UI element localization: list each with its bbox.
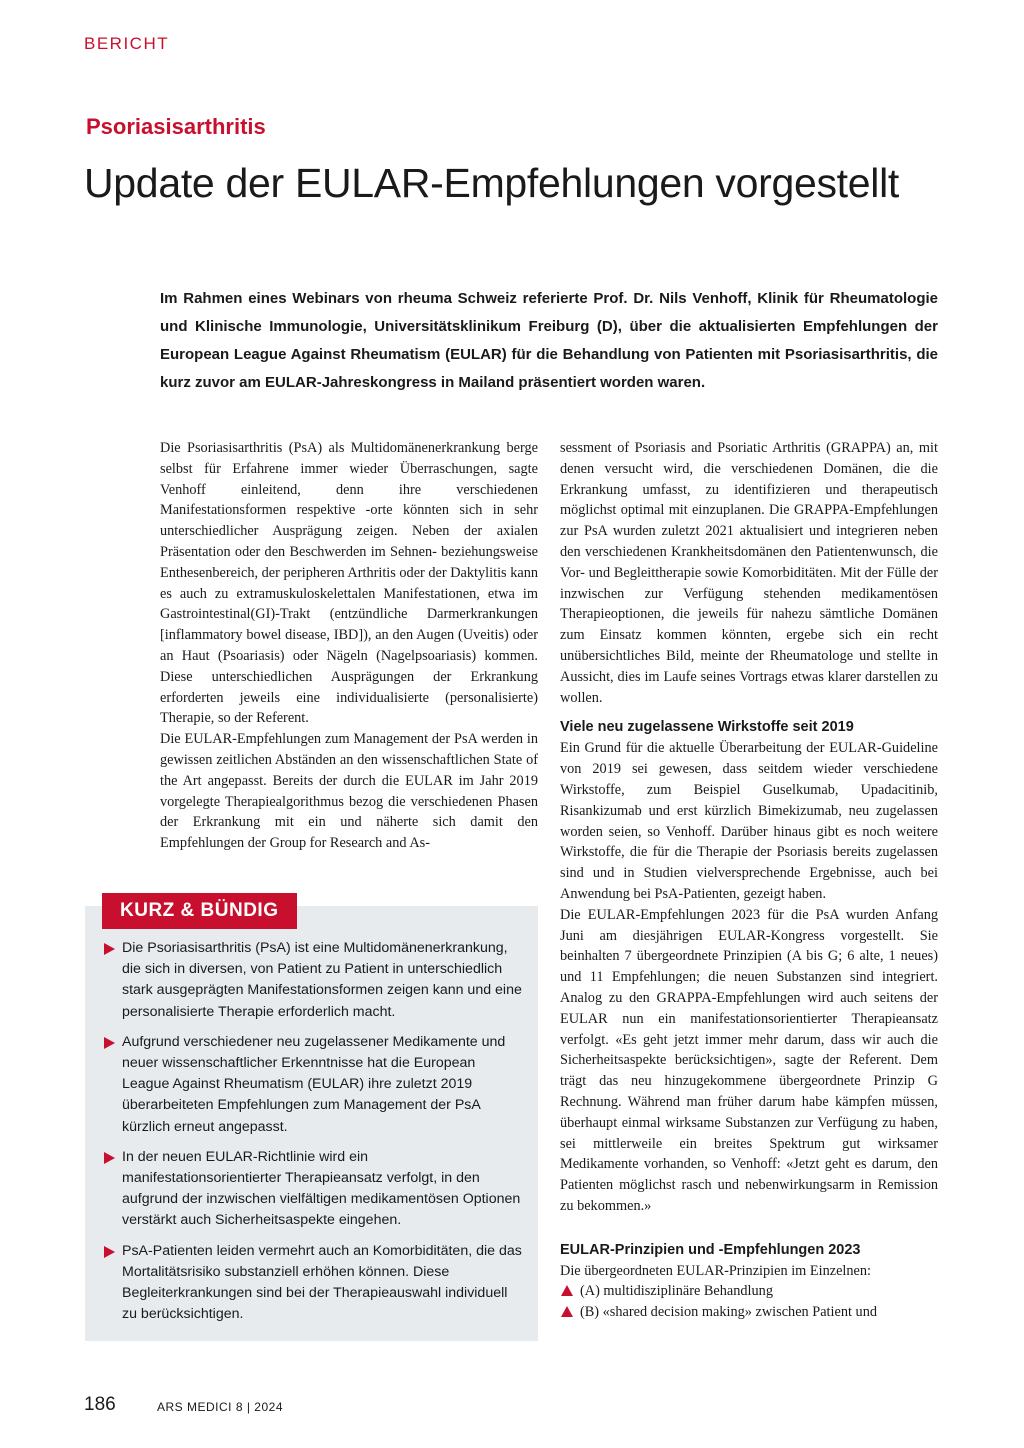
body-paragraph: Die Psoriasisarthritis (PsA) als Multidomänenerkrankung berge selbst für Erfahrene immer wieder Überraschungen, sagte Venhoff einleitend, denn ihre verschiedenen Manifestationsformen respektive -orte könnten sich in sehr unterschiedlicher Ausprägung zeigen. Neben der axialen Präsentation oder den Beschwerden im Sehnen- beziehungsweise Enthesenbereich, der peripheren Arthritis oder der Daktylitis kann es auch zu extramuskuloskelettalen Manifestationen, etwa im Gastrointestinal(GI)-Trakt (entzündliche Darmerkrankungen [inflammatory bowel disease, IBD]), an den Augen (Uveitis) oder an Haut (Psoariasis) oder Nägeln (Nagelpsoariasis) kommen. Diese unterschiedlichen Ausprägungen der Erkrankung erforderten jeweils eine individualisierte (personalisierte) Therapie, so der Referent. xyxy=(160,440,538,727)
arrow-bullet-icon xyxy=(104,1037,115,1049)
article-lead: Im Rahmen eines Webinars von rheuma Schweiz referierte Prof. Dr. Nils Venhoff, Klinik für Rheumatologie und Klinische Immunologie, Universitätsklinikum Freiburg (D), über die aktualisierten Empfehlungen der European League Against Rheumatism (EULAR) für die Behandlung von Patienten mit Psoriasisarthritis, die kurz zuvor am EULAR-Jahreskongress in Mailand präsentiert worden waren. xyxy=(160,290,938,391)
article-title: Update der EULAR-Empfehlungen vorgestellt xyxy=(84,160,899,206)
body-paragraph: Die EULAR-Empfehlungen 2023 für die PsA wurden Anfang Juni am diesjährigen EULAR-Kongress vorgestellt. Sie beinhalten 7 übergeordnete Prinzipien (A bis G; 6 alte, 1 neues) und 11 Empfehlungen; die neuen Substanzen sind integriert. Analog zu den GRAPPA-Empfehlungen wird auch seitens der EULAR nun ein manifestationsorientierter Therapieansatz verfolgt. «Es geht jetzt immer mehr darum, dass wir auch die Sicherheitsaspekte berücksichtigen», sagte der Referent. Dem trägt das neu hinzugekommene übergeordnete Prinzip G Rechnung. Während man früher darum habe kämpfen müssen, überhaupt einmal wirksame Substanzen zur Verfügung zu haben, sei mittlerweile ein breites Spektrum gut wirksamer Medikamente vorhanden, so Venhoff: «Jetzt geht es darum, den Patienten möglichst rasch und nebenwirkungsarm in Remission zu bekommen.» xyxy=(560,906,938,1214)
summary-item-text: In der neuen EULAR-Richtlinie wird ein manifestationsorientierter Therapieansatz verfolgt, in den aufgrund der inzwischen vielfältigen medikamentösen Optionen verstärkt auch Sicherheitsaspekte eingehen. xyxy=(122,1148,521,1229)
body-paragraph: Die übergeordneten EULAR-Prinzipien im Einzelnen: xyxy=(560,1262,871,1279)
article-kicker: Psoriasisarthritis xyxy=(86,114,266,139)
right-column xyxy=(560,438,938,1323)
list-item xyxy=(560,1302,938,1323)
body-paragraph: Ein Grund für die aktuelle Überarbeitung der EULAR-Guideline von 2019 sei gewesen, dass seitdem wieder verschiedene Wirkstoffe, zum Beispiel Guselkumab, Upadacitinib, Risankizumab und erst kürzlich Bimekizumab, neu zugelassen worden seien, so Venhoff. Darüber hinaus gibt es noch weitere Wirkstoffe, die für die Therapie der Psoriasis bereits zugelassen sind und in Studien vielversprechende Ergebnisse, auch bei Anwendung bei PsA-Patienten, gezeigt haben. xyxy=(560,740,938,902)
arrow-bullet-icon xyxy=(104,1152,115,1164)
list-item xyxy=(560,1281,938,1302)
subheading: EULAR-Prinzipien und -Empfehlungen 2023 xyxy=(560,1241,861,1258)
left-column xyxy=(160,438,538,854)
subheading: Viele neu zugelassene Wirkstoffe seit 2019 xyxy=(560,719,854,736)
summary-item xyxy=(104,1241,522,1326)
page-number: 186 xyxy=(84,1394,116,1415)
summary-item xyxy=(104,938,522,1023)
summary-item xyxy=(104,1147,522,1232)
body-paragraph: Die EULAR-Empfehlungen zum Management der PsA werden in gewissen zeitlichen Abständen an den wissenschaftlichen State of the Art angepasst. Bereits der durch die EULAR im Jahr 2019 vorgelegte Therapiealgorithmus bezog die verschiedenen Phasen der Erkrankung mit ein und näherte sich damit den Empfehlungen der Group for Research and As- xyxy=(160,731,538,852)
list-item-text: (A) multidisziplinäre Behandlung xyxy=(580,1283,773,1300)
summary-item-text: PsA-Patienten leiden vermehrt auch an Komorbiditäten, die das Mortalitätsrisiko substanziell erhöhen können. Diese Begleiterkrankungen sind bei der Therapieauswahl individuell zu berücksichtigen. xyxy=(122,1242,522,1323)
summary-list xyxy=(104,938,522,1334)
arrow-bullet-icon xyxy=(104,943,115,955)
summary-item xyxy=(104,1032,522,1138)
summary-item-text: Die Psoriasisarthritis (PsA) ist eine Multidomänenerkrankung, die sich in diversen, von Patient zu Patient in unterschiedlich stark ausgeprägten Manifestationsformen zeigen kann und eine personalisierte Therapie erforderlich macht. xyxy=(122,940,522,1020)
body-paragraph: sessment of Psoriasis and Psoriatic Arthritis (GRAPPA) an, mit denen versucht wird, die verschiedenen Domänen, die die Erkrankung umfasst, zu identifizieren und therapeutisch möglichst optimal mit einzuplanen. Die GRAPPA-Empfehlungen zur PsA wurden zuletzt 2021 aktualisiert und integrieren neben den verschiedenen Krankheitsdomänen den Patientenwunsch, die Vor- und Begleittherapie sowie Komorbiditäten. Mit der Fülle der inzwischen zur Verfügung stehenden medikamentösen Therapieoptionen, die jeweils für nahezu sämtliche Domänen zum Einsatz kommen könnten, ergebe sich ein recht unübersichtliches Bild, meinte der Rheumatologe und stellte in Aussicht, dies im Laufe seines Vortrags etwas klarer darstellen zu wollen. xyxy=(560,440,938,706)
arrow-bullet-icon xyxy=(104,1246,115,1258)
triangle-bullet-icon xyxy=(561,1306,573,1317)
principles-list xyxy=(560,1281,938,1323)
list-item-text: (B) «shared decision making» zwischen Patient und xyxy=(580,1304,877,1321)
summary-item-text: Aufgrund verschiedener neu zugelassener Medikamente und neuer wissenschaftlicher Erkenntnisse hat die European League Against Rheumatism (EULAR) ihre zuletzt 2019 überarbeiteten Empfehlungen zum Management der PsA kürzlich erneut angepasst. xyxy=(122,1033,506,1135)
section-label: BERICHT xyxy=(84,34,170,53)
triangle-bullet-icon xyxy=(561,1285,573,1296)
journal-issue: ARS MEDICI 8 | 2024 xyxy=(157,1400,283,1414)
summary-box-title: KURZ & BÜNDIG xyxy=(102,893,297,929)
